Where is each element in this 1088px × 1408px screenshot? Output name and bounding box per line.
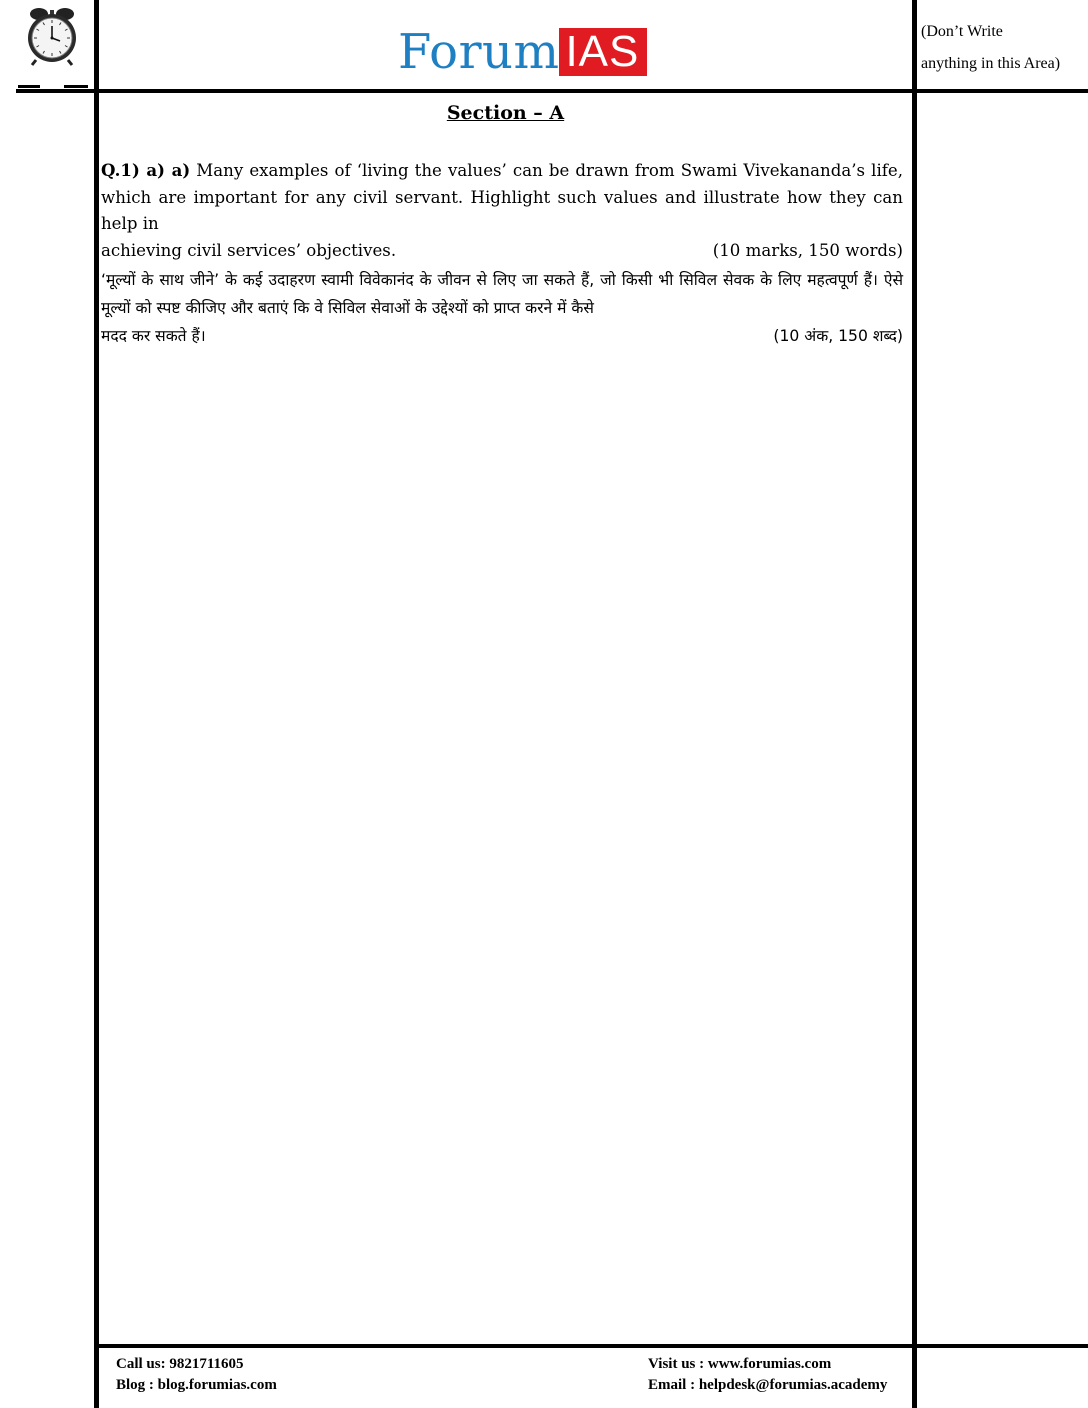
header-divider [16, 89, 1088, 93]
right-margin-line [912, 0, 917, 1408]
footer-blog: Blog : blog.forumias.com [116, 1377, 277, 1393]
question-marks-en: (10 marks, 150 words) [712, 240, 903, 260]
question-hindi [101, 266, 903, 350]
time-dash-left [18, 85, 40, 88]
logo-ias-text: IAS [559, 28, 647, 76]
footer-email: Email : helpdesk@forumias.academy [648, 1377, 888, 1393]
question-last-line-hi [101, 322, 903, 350]
footer-divider [99, 1344, 1088, 1348]
forumias-logo [398, 24, 647, 80]
margin-note [921, 16, 1081, 80]
question-last-line-en [101, 238, 903, 265]
question-marks-hi: (10 अंक, 150 शब्द) [773, 327, 903, 345]
footer-web [648, 1354, 887, 1396]
margin-note-line-2: anything in this Area) [921, 55, 1061, 72]
question-text-hi-last: मदद कर सकते हैं। [101, 327, 206, 345]
footer-contact [116, 1354, 277, 1396]
time-dash-right [64, 85, 88, 88]
question-text-en: Many examples of ‘living the values’ can be drawn from Swami Vivekananda’s life, which are important for any civil servant. Highlight such values and illustrate how they can help in [101, 161, 903, 233]
footer-call: Call us: 9821711605 [116, 1356, 244, 1372]
section-title: Section – A [446, 102, 565, 124]
question-text-hi: ‘मूल्यों के साथ जीने’ के कई उदाहरण स्वामी विवेकानंद के जीवन से लिए जा सकते हैं, जो किसी भी सिविल सेवक के लिए महत्वपूर्ण हैं। ऐसे मूल्यों को स्पष्ट कीजिए और बताएं कि वे सिविल सेवाओं के उद्देश्यों को प्राप्त करने में कैसे [101, 271, 903, 317]
left-margin-line [94, 0, 99, 1408]
margin-note-line-1: (Don’t Write [921, 23, 1003, 40]
question-number: Q.1) a) a) [101, 160, 191, 180]
question-text-en-last: achieving civil services’ objectives. [101, 240, 397, 260]
footer-visit: Visit us : www.forumias.com [648, 1356, 832, 1372]
logo-forum-text: Forum [398, 24, 560, 80]
question-english [101, 157, 903, 264]
alarm-clock-icon [24, 6, 80, 66]
